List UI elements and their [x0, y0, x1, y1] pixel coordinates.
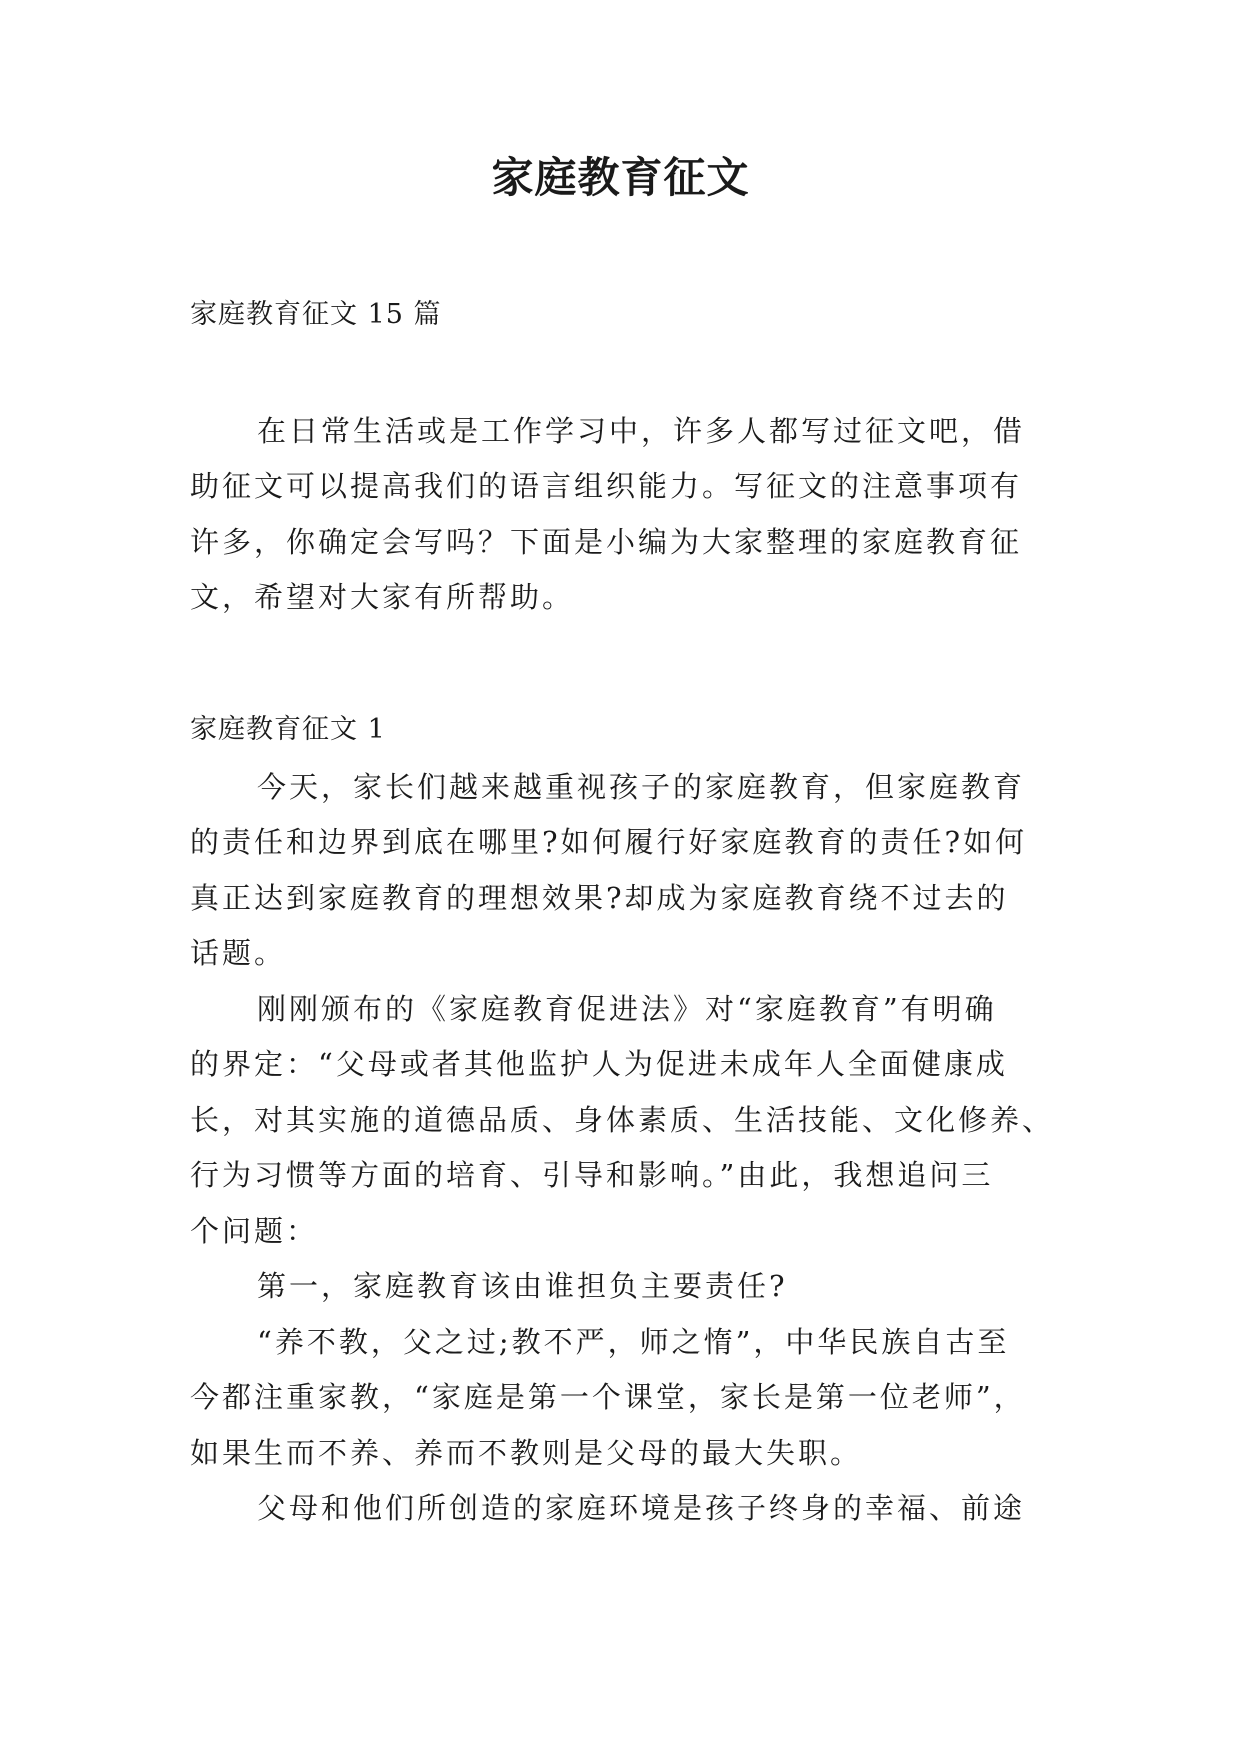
body-line: 父母和他们所创造的家庭环境是孩子终身的幸福、前途	[257, 1491, 1026, 1525]
body-line: “养不教，父之过;教不严，师之惰”，中华民族自古至	[257, 1325, 1010, 1359]
body-line: 今都注重家教，“家庭是第一个课堂，家长是第一位老师”，	[190, 1380, 1026, 1414]
intro-line: 在日常生活或是工作学习中，许多人都写过征文吧，借	[257, 414, 1026, 448]
body-line: 第一，家庭教育该由谁担负主要责任?	[257, 1269, 788, 1303]
body-line: 长，对其实施的道德品质、身体素质、生活技能、文化修养、	[190, 1103, 1055, 1137]
intro-line: 文，希望对大家有所帮助。	[190, 580, 575, 614]
document-title: 家庭教育征文	[491, 153, 750, 202]
body-line: 如果生而不养、养而不教则是父母的最大失职。	[190, 1436, 863, 1470]
body-line: 行为习惯等方面的培育、引导和影响。”由此，我想追问三	[190, 1158, 994, 1192]
intro-line: 助征文可以提高我们的语言组织能力。写征文的注意事项有	[190, 469, 1023, 503]
body-line: 个问题：	[190, 1214, 319, 1248]
body-line: 的界定：“父母或者其他监护人为促进未成年人全面健康成	[190, 1047, 1008, 1081]
body-line: 今天，家长们越来越重视孩子的家庭教育，但家庭教育	[257, 770, 1026, 804]
section-heading: 家庭教育征文 1	[190, 714, 386, 745]
intro-line: 许多，你确定会写吗？下面是小编为大家整理的家庭教育征	[190, 525, 1023, 559]
body-line: 话题。	[190, 936, 287, 970]
body-line: 真正达到家庭教育的理想效果?却成为家庭教育绕不过去的	[190, 881, 1009, 915]
body-line: 的责任和边界到底在哪里?如何履行好家庭教育的责任?如何	[190, 825, 1028, 859]
body-line: 刚刚颁布的《家庭教育促进法》对“家庭教育”有明确	[257, 992, 997, 1026]
document-subtitle: 家庭教育征文 15 篇	[190, 299, 442, 330]
